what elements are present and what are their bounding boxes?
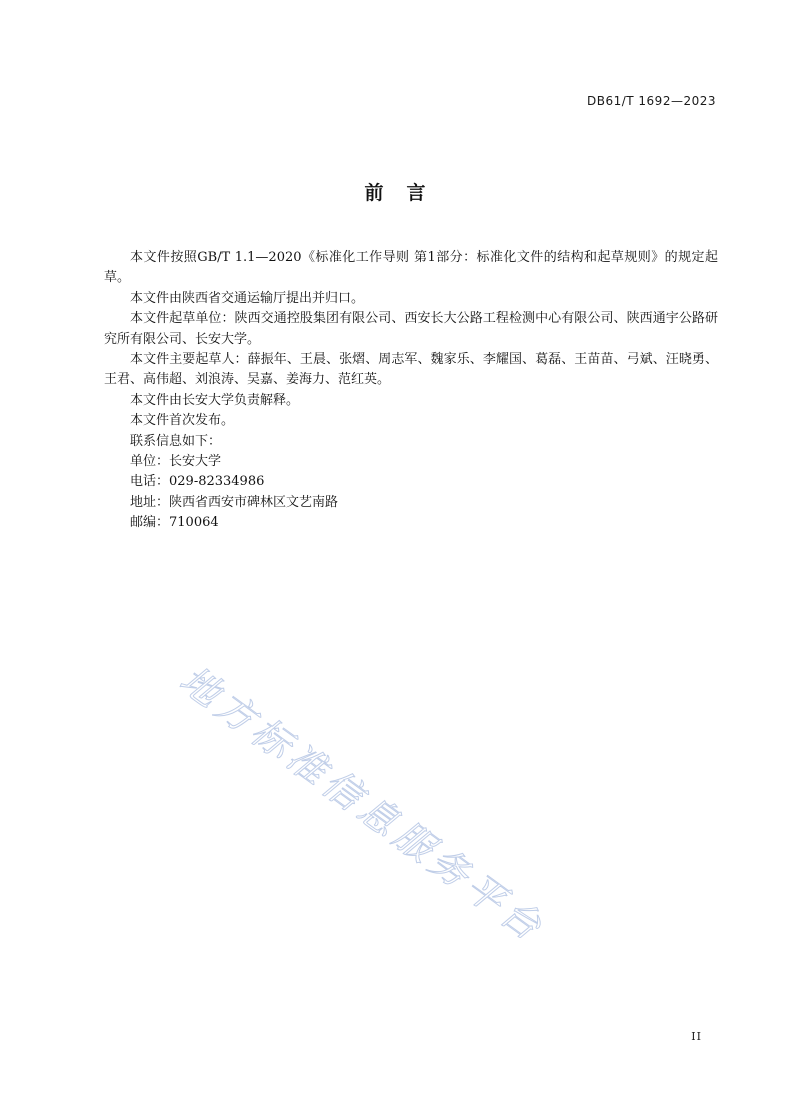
paragraph-contact-heading: 联系信息如下： [130, 433, 222, 449]
watermark: 地方标准信息服务平台 [171, 657, 554, 952]
paragraph-contact-postcode: 邮编：710064 [130, 515, 219, 531]
document-body [104, 248, 718, 534]
page-number: II [691, 1030, 702, 1043]
page-title: 前 言 [364, 182, 428, 204]
paragraph-interpretation: 本文件由长安大学负责解释。 [130, 392, 300, 408]
paragraph-drafting-units: 本文件起草单位：陕西交通控股集团有限公司、西安长大公路工程检测中心有限公司、陕西通宇公路研究所有限公司、长安大学。 [104, 311, 718, 347]
paragraph-contact-unit: 单位：长安大学 [130, 454, 222, 470]
paragraph-contact-phone: 电话：029-82334986 [130, 474, 265, 490]
paragraph-proposer: 本文件由陕西省交通运输厅提出并归口。 [130, 290, 365, 306]
paragraph-first-release: 本文件首次发布。 [130, 413, 235, 429]
document-id: DB61/T 1692—2023 [586, 94, 716, 108]
paragraph-contact-address: 地址：陕西省西安市碑林区文艺南路 [130, 494, 339, 510]
paragraph-drafters: 本文件主要起草人：薛振年、王晨、张熠、周志军、魏家乐、李耀国、葛磊、王苗苗、弓斌、汪晓勇、王君、高伟超、刘浪涛、吴嘉、姜海力、范红英。 [104, 352, 718, 388]
paragraph-standard-basis: 本文件按照GB/T 1.1—2020《标准化工作导则 第1部分：标准化文件的结构和起草规则》的规定起草。 [104, 250, 718, 286]
